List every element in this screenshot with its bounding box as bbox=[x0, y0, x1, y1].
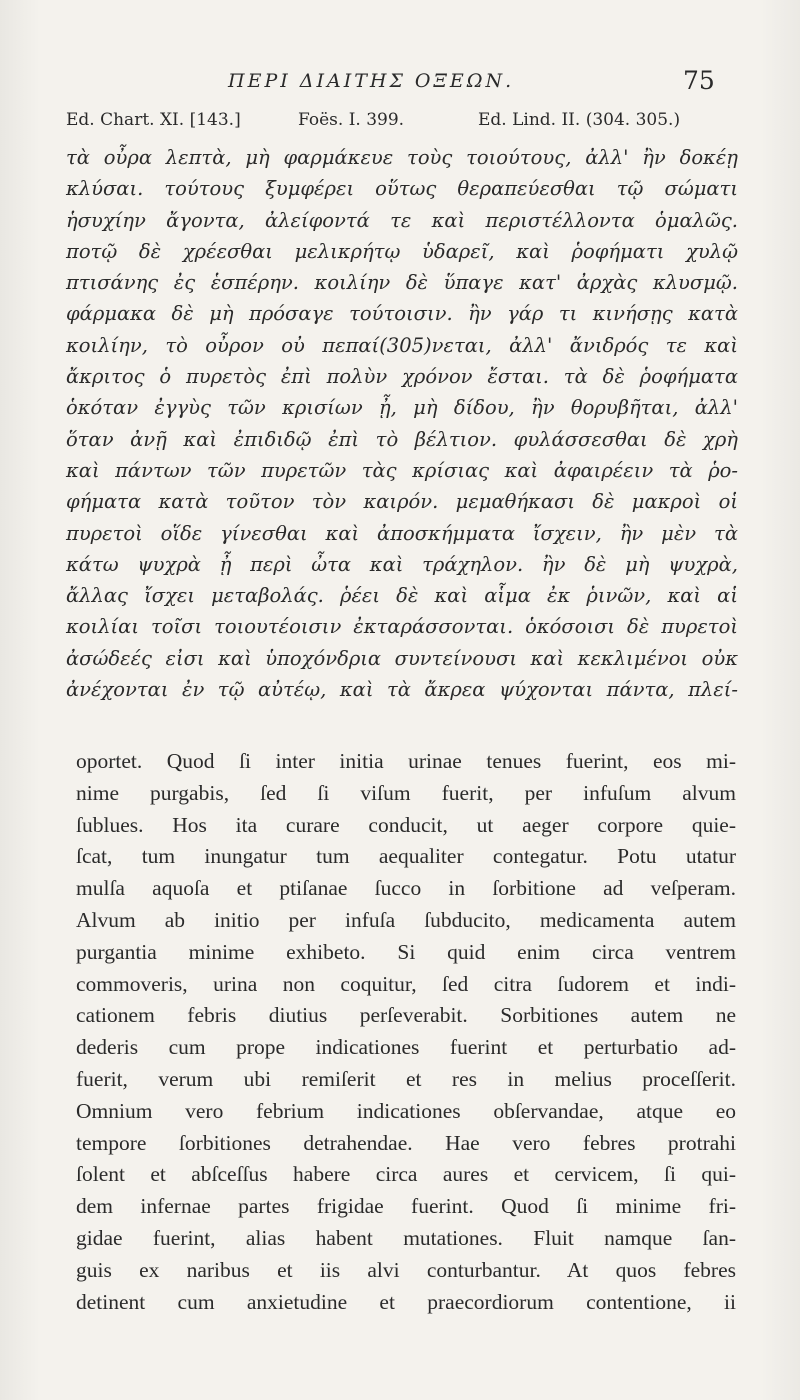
latin-text-line: purgantia minime exhibeto. Si quid enim circa ventrem bbox=[76, 939, 736, 964]
greek-text-line: ἀσώδεές εἰσι καὶ ὑποχόνδρια συντείνουσι καὶ κεκλιμένοι οὐκ bbox=[66, 646, 738, 670]
latin-text-line: detinent cum anxietudine et praecordiorum contentione, ii bbox=[76, 1289, 736, 1314]
latin-text-line: ſcat, tum inungatur tum aequaliter contegatur. Potu utatur bbox=[76, 844, 736, 869]
greek-text-line: ἀνέχονται ἐν τῷ αὐτέῳ, καὶ τὰ ἄκρεα ψύχονται πάντα, πλεί- bbox=[66, 678, 738, 702]
page-number: 75 bbox=[683, 66, 715, 95]
greek-text-block bbox=[66, 142, 738, 705]
greek-text-line: φάρμακα δὲ μὴ πρόσαγε τούτοισιν. ἢν γάρ τι κινήσῃς κατὰ bbox=[66, 302, 738, 326]
latin-text-line: cationem febris diutius perſeverabit. Sorbitiones autem ne bbox=[76, 1003, 736, 1028]
latin-text-line: fuerit, verum ubi remiſerit et res in melius proceſſerit. bbox=[76, 1066, 736, 1091]
latin-text-line: commoveris, urina non coquitur, ſed citra ſudorem et indi- bbox=[76, 971, 736, 996]
greek-text-line: ποτῷ δὲ χρέεσθαι μελικρήτῳ ὑδαρεῖ, καὶ ῥοφήματι χυλῷ bbox=[66, 239, 738, 263]
greek-text-line: καὶ πάντων τῶν πυρετῶν τὰς κρίσιας καὶ ἀφαιρέειν τὰ ῥο- bbox=[66, 458, 738, 482]
ref-foes: Foës. I. 399. bbox=[298, 110, 405, 130]
greek-text-line: φήματα κατὰ τοῦτον τὸν καιρόν. μεμαθήκασι δὲ μακροὶ οἱ bbox=[66, 490, 738, 514]
latin-text-line: ſolent et abſceſſus habere circa aures et cervicem, ſi qui- bbox=[76, 1162, 736, 1187]
latin-text-line: guis ex naribus et iis alvi conturbantur. At quos febres bbox=[76, 1257, 736, 1282]
greek-text-line: κάτω ψυχρὰ ᾖ περὶ ὦτα καὶ τράχηλον. ἢν δὲ μὴ ψυχρὰ, bbox=[66, 552, 738, 576]
running-head bbox=[0, 66, 800, 106]
greek-text-line: ἄλλας ἴσχει μεταβολάς. ῥέει δὲ καὶ αἷμα ἐκ ῥινῶν, καὶ αἱ bbox=[66, 584, 738, 608]
latin-text-line: dederis cum prope indicationes fuerint et perturbatio ad- bbox=[76, 1035, 736, 1060]
latin-text-line: tempore ſorbitiones detrahendae. Hae vero febres protrahi bbox=[76, 1130, 736, 1155]
latin-text-line: Alvum ab initio per infuſa ſubducito, medicamenta autem bbox=[76, 907, 736, 932]
ref-linden: Ed. Lind. II. (304. 305.) bbox=[478, 110, 681, 130]
greek-text-line: κοιλίην, τὸ οὖρον οὐ πεπαί(305)νεται, ἀλλ' ἄνιδρός τε καὶ bbox=[66, 333, 738, 357]
latin-text-line: Omnium vero febrium indicationes obſervandae, atque eo bbox=[76, 1098, 736, 1123]
greek-text-line: πτισάνης ἐς ἑσπέρην. κοιλίην δὲ ὕπαγε κατ' ἀρχὰς κλυσμῷ. bbox=[66, 271, 738, 295]
running-title: ΠΕΡΙ ΔΙΑΙΤΗΣ ΟΞΕΩΝ. bbox=[228, 70, 515, 92]
greek-text-line: ὅταν ἀνῇ καὶ ἐπιδιδῷ ἐπὶ τὸ βέλτιον. φυλάσσεσθαι δὲ χρὴ bbox=[66, 427, 738, 451]
latin-text-line: gidae fuerint, alias habent mutationes. Fluit namque ſan- bbox=[76, 1225, 736, 1250]
latin-text-line: dem infernae partes frigidae fuerint. Quod ſi minime fri- bbox=[76, 1194, 736, 1219]
latin-text-line: ſublues. Hos ita curare conducit, ut aeger corpore quie- bbox=[76, 812, 736, 837]
latin-text-line: mulſa aquoſa et ptiſanae ſucco in ſorbitione ad veſperam. bbox=[76, 876, 736, 901]
greek-text-line: πυρετοὶ οἵδε γίνεσθαι καὶ ἀποσκήμματα ἴσχειν, ἢν μὲν τὰ bbox=[66, 521, 738, 545]
greek-text-line: κοιλίαι τοῖσι τοιουτέοισιν ἐκταράσσονται. ὁκόσοισι δὲ πυρετοὶ bbox=[66, 615, 738, 639]
greek-text-line: ἡσυχίην ἄγοντα, ἀλείφοντά τε καὶ περιστέλλοντα ὁμαλῶς. bbox=[66, 208, 738, 232]
latin-text-line: oportet. Quod ſi inter initia urinae tenues fuerint, eos mi- bbox=[76, 749, 736, 773]
greek-text-line: κλύσαι. τούτους ξυμφέρει οὕτως θεραπεύεσθαι τῷ σώματι bbox=[66, 177, 738, 201]
ref-chartier: Ed. Chart. XI. [143.] bbox=[66, 110, 241, 130]
greek-text-line: τὰ οὖρα λεπτὰ, μὴ φαρμάκευε τοὺς τοιούτους, ἀλλ' ἢν δοκέῃ bbox=[66, 146, 738, 169]
greek-text-line: ὁκόταν ἐγγὺς τῶν κρισίων ᾖ, μὴ δίδου, ἢν θορυβῆται, ἀλλ' bbox=[66, 396, 738, 420]
greek-text-line: ἄκριτος ὁ πυρετὸς ἐπὶ πολὺν χρόνον ἔσται. τὰ δὲ ῥοφήματα bbox=[66, 365, 738, 389]
latin-text-line: nime purgabis, ſed ſi viſum fuerit, per infuſum alvum bbox=[76, 780, 736, 805]
latin-text-block bbox=[76, 746, 736, 1318]
